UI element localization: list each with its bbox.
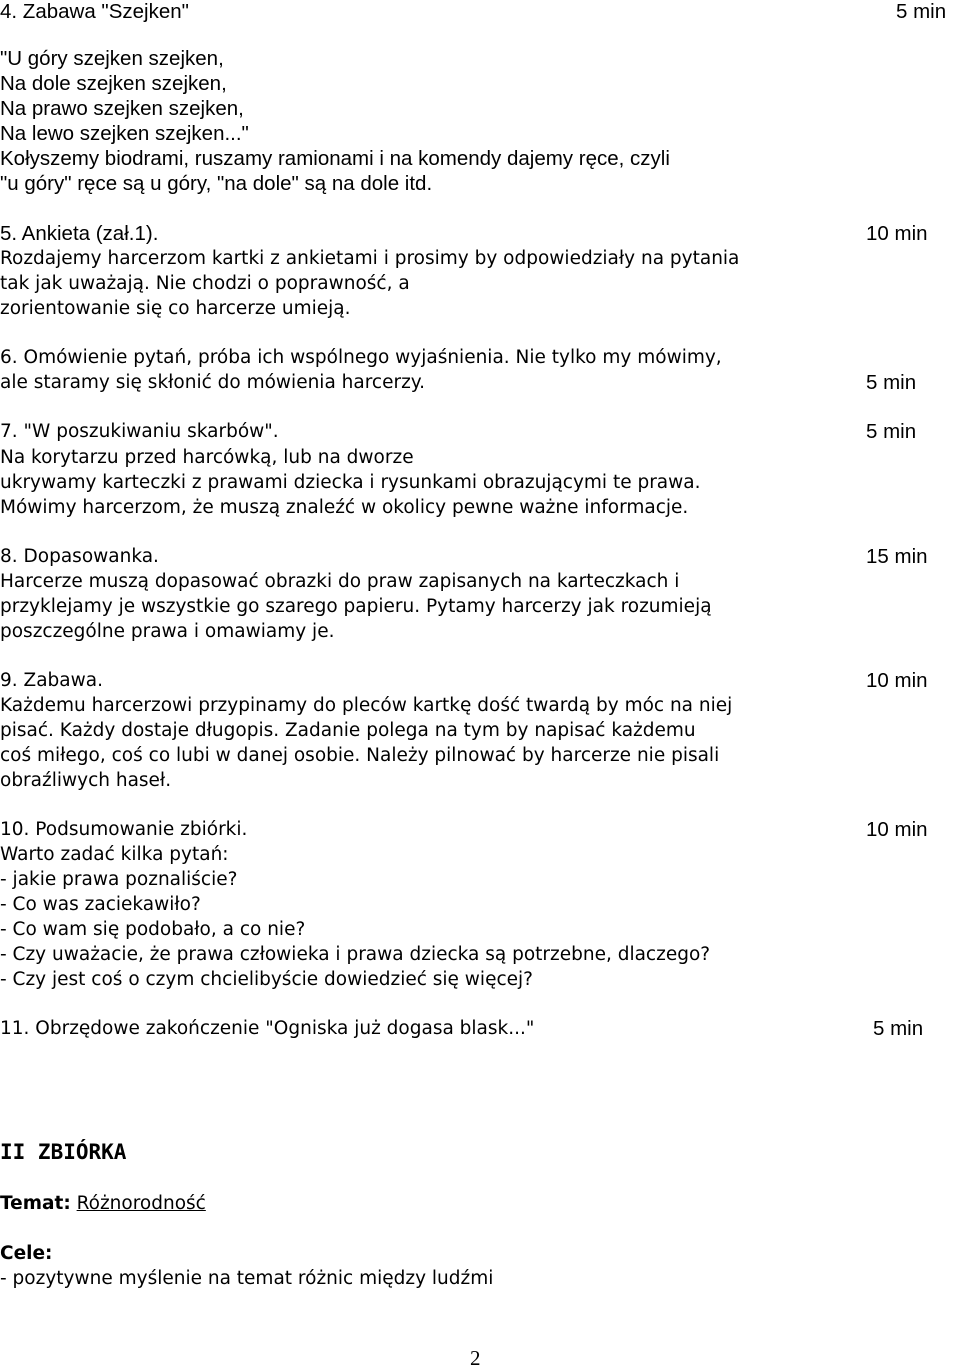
section-text-line: - jakie prawa poznaliście? [0,869,238,890]
duration-label: 15 min [866,545,928,568]
topic-value: Różnorodność [76,1193,206,1214]
section-text-line: pisać. Każdy dostaje długopis. Zadanie polega na tym by napisać każdemu [0,720,696,741]
section-text-line: Na lewo szejken szejken..." [0,122,249,145]
duration-label: 10 min [866,818,928,841]
section-title: 5. Ankieta (zał.1). [0,222,159,245]
section-text-line: Mówimy harcerzom, że muszą znaleźć w okolicy pewne ważne informacje. [0,497,689,518]
section-text-line: zorientowanie się co harcerze umieją. [0,298,351,319]
section-heading-zbiorka: II ZBIÓRKA [0,1140,127,1164]
page-number: 2 [470,1346,481,1370]
section-title: 8. Dopasowanka. [0,546,159,567]
section-text-line: ukrywamy karteczki z prawami dziecka i rysunkami obrazującymi te prawa. [0,472,701,493]
section-title: 10. Podsumowanie zbiórki. [0,819,248,840]
section-text-line: tak jak uważają. Nie chodzi o poprawność, a [0,273,410,294]
section-text-line: Każdemu harcerzowi przypinamy do pleców kartkę dość twardą by móc na niej [0,695,733,716]
section-text-line: Na korytarzu przed harcówką, lub na dworze [0,447,414,468]
duration-label: 5 min [866,420,917,443]
section-text-line: Kołyszemy biodrami, ruszamy ramionami i na komendy dajemy ręce, czyli [0,147,670,170]
duration-label: 10 min [866,669,928,692]
section-text-line: "u góry" ręce są u góry, "na dole" są na dole itd. [0,172,433,195]
duration-label: 5 min [873,1017,924,1040]
section-title: 4. Zabawa "Szejken" [0,0,189,23]
section-text-line: Warto zadać kilka pytań: [0,844,229,865]
section-text-line: Harcerze muszą dopasować obrazki do praw zapisanych na karteczkach i [0,571,680,592]
goal-item: - pozytywne myślenie na temat różnic między ludźmi [0,1268,494,1289]
goals-label: Cele: [0,1243,53,1264]
duration-label: 10 min [866,222,928,245]
section-text-line: ale staramy się skłonić do mówienia harcerzy. [0,372,425,393]
section-text-line: Rozdajemy harcerzom kartki z ankietami i prosimy by odpowiedziały na pytania [0,248,740,269]
section-text-line: - Co was zaciekawiło? [0,894,201,915]
topic-label: Temat: [0,1193,71,1214]
section-text-line: Na dole szejken szejken, [0,72,227,95]
section-text-line: "U góry szejken szejken, [0,47,224,70]
duration-label: 5 min [866,371,917,394]
section-title: 7. "W poszukiwaniu skarbów". [0,421,279,442]
section-text-line: obraźliwych haseł. [0,770,172,791]
topic-line [0,1192,206,1216]
section-text-line: - Co wam się podobało, a co nie? [0,919,306,940]
section-title: 9. Zabawa. [0,670,103,691]
section-text-line: poszczególne prawa i omawiamy je. [0,621,335,642]
duration-label: 5 min [896,0,947,23]
section-text-line: - Czy jest coś o czym chcielibyście dowiedzieć się więcej? [0,969,533,990]
section-text-line: przyklejamy je wszystkie go szarego papieru. Pytamy harcerzy jak rozumieją [0,596,712,617]
section-text-line: coś miłego, coś co lubi w danej osobie. Należy pilnować by harcerze nie pisali [0,745,720,766]
section-text-line: - Czy uważacie, że prawa człowieka i prawa dziecka są potrzebne, dlaczego? [0,944,711,965]
section-title: 11. Obrzędowe zakończenie "Ogniska już dogasa blask..." [0,1018,535,1039]
section-text-line: Na prawo szejken szejken, [0,97,244,120]
section-title: 6. Omówienie pytań, próba ich wspólnego wyjaśnienia. Nie tylko my mówimy, [0,347,722,368]
